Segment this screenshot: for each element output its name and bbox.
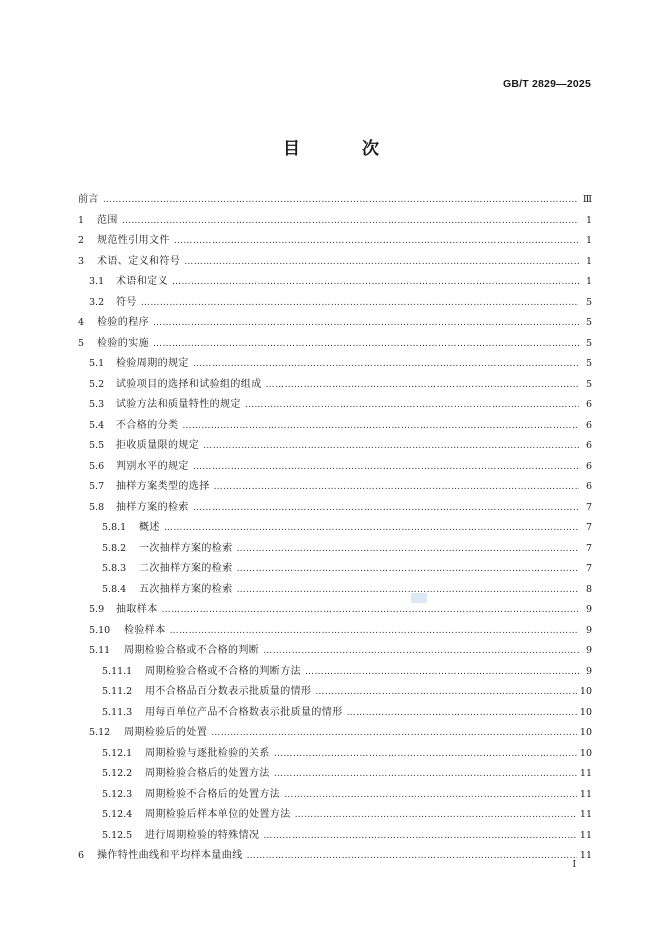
toc-number: 5.12 [89,727,111,738]
toc-number: 2 [78,235,85,246]
toc-page: 7 [585,563,592,574]
toc-number: 3.1 [89,276,105,287]
toc-page: 5 [585,337,592,349]
toc-leader [214,477,579,498]
toc-page: 10 [579,686,592,697]
toc-page: 5 [585,358,592,369]
toc-leader [284,785,577,806]
toc-label: 周期检验与逐批检验的关系 [145,747,270,759]
toc-label: 周期检验后的处置 [124,727,208,738]
toc-entry-5-6[interactable] [78,457,592,478]
toc-entry-5-12-5[interactable] [78,826,592,847]
standard-code: GB/T 2829—2025 [502,78,591,90]
toc-number: 5.12.2 [102,768,133,779]
toc-page: 11 [579,850,592,861]
toc-entry-5-12-2[interactable] [78,764,592,785]
watermark-mark [411,593,427,603]
toc-number: 5.8.2 [102,542,127,554]
toc-entry-5-11[interactable] [78,641,592,662]
toc-page: 1 [585,276,592,287]
toc-leader [211,723,577,744]
toc-entry-5-10[interactable] [78,621,592,642]
toc-entry-6[interactable] [78,846,592,867]
toc-page: 7 [585,542,592,554]
toc-label: 一次抽样方案的检索 [139,542,233,554]
toc-label: 试验方法和质量特性的规定 [116,399,241,410]
toc-label: 周期检验不合格后的处置方法 [145,788,281,800]
toc-leader [193,354,579,375]
toc-entry-5-9[interactable] [78,600,592,621]
toc-entry-5-11-3[interactable] [78,703,592,724]
toc-leader [247,846,577,867]
toc-label: 抽样方案类型的选择 [116,481,210,492]
toc-label: 判别水平的规定 [116,460,189,472]
toc-leader [295,805,577,826]
toc-leader [193,457,579,478]
toc-leader [103,190,579,211]
toc-entry-foreword[interactable] [78,190,592,211]
toc-entry-5-2[interactable] [78,375,592,396]
toc-number: 5.3 [89,399,105,410]
toc-entry-5-4[interactable] [78,416,592,437]
toc-leader [174,231,579,252]
toc-label: 进行周期检验的特殊情况 [145,829,260,841]
toc-label: 抽样方案的检索 [116,501,189,513]
toc-number: 5.2 [89,378,105,390]
toc-leader [184,252,579,273]
toc-leader [315,682,577,703]
toc-label: 抽取样本 [116,604,158,615]
toc-label: 术语和定义 [116,276,168,287]
toc-number: 4 [78,317,85,328]
toc-entry-5-8[interactable] [78,498,592,519]
toc-number: 5.11.2 [102,686,133,697]
toc-number: 5.8.1 [102,522,127,533]
toc-label: 二次抽样方案的检索 [139,563,233,574]
toc-entry-5-11-1[interactable] [78,662,592,683]
toc-number: 5.4 [89,419,105,431]
toc-leader [141,293,579,314]
toc-leader [263,641,579,662]
toc-label: 规范性引用文件 [97,235,170,246]
toc-label: 用每百单位产品不合格数表示批质量的情形 [145,706,343,718]
toc-leader [347,703,577,724]
toc-page: 6 [585,481,592,492]
toc-entry-5[interactable] [78,334,592,355]
toc-leader [122,211,579,232]
toc-leader [170,621,579,642]
toc-page: 10 [579,727,592,738]
toc-leader [162,600,579,621]
toc-number: 5.11.3 [102,706,133,718]
toc-leader [237,559,579,580]
toc-page: 7 [585,501,592,513]
toc-page: 1 [585,235,592,246]
toc-label: 周期检验合格或不合格的判断方法 [145,665,301,677]
toc-number: 5.8.3 [102,563,127,574]
toc-page: 6 [585,460,592,472]
toc-label: 概述 [139,522,160,533]
toc-number: 1 [78,214,85,226]
toc-entry-3[interactable] [78,252,592,273]
toc-number: 5.9 [89,604,105,615]
toc-number: 5.5 [89,440,105,451]
toc-number: 5.1 [89,358,105,369]
toc-label: 周期检验合格或不合格的判断 [124,645,260,656]
toc-entry-5-8-4[interactable] [78,580,592,601]
toc-leader [164,518,579,539]
toc-leader [182,416,579,437]
toc-label: 检验的实施 [97,337,149,349]
toc-number: 5.12.4 [102,809,133,820]
toc-page: 10 [579,706,592,718]
toc-entry-2[interactable] [78,231,592,252]
toc-entry-5-12-3[interactable] [78,785,592,806]
toc-leader [153,313,579,334]
toc-entry-5-7[interactable] [78,477,592,498]
toc-label: 符号 [116,296,137,308]
toc-label: 用不合格品百分数表示批质量的情形 [145,686,312,697]
toc-page: 6 [585,419,592,431]
toc-number: 3.2 [89,296,105,308]
toc-page: 9 [585,604,592,615]
toc-leader [203,436,579,457]
toc-leader [274,764,577,785]
toc-page: 11 [579,809,592,820]
toc-page: Ⅲ [582,194,592,205]
toc-number: 3 [78,255,85,267]
toc-leader [172,272,579,293]
toc-label: 范围 [97,214,118,226]
page-title: 目 次 [283,139,407,159]
toc-number: 6 [78,850,85,861]
toc-number: 5.12.1 [102,747,133,759]
toc-label: 试验项目的选择和试验组的组成 [116,378,262,390]
toc-label: 检验周期的规定 [116,358,189,369]
toc-page: 6 [585,440,592,451]
toc-page: 1 [585,214,592,226]
toc-page: 6 [585,399,592,410]
toc-entry-3-1[interactable] [78,272,592,293]
toc-leader [193,498,579,519]
toc-leader [305,662,579,683]
page-number: I [572,860,576,870]
toc-entry-5-11-2[interactable] [78,682,592,703]
toc-page: 10 [579,747,592,759]
toc-label: 不合格的分类 [116,419,179,431]
toc-number: 5.10 [89,624,111,636]
toc-page: 8 [585,583,592,595]
toc-leader [274,744,577,765]
toc-leader [245,395,579,416]
toc-page: 11 [579,768,592,779]
toc-number: 5.12.5 [102,829,133,841]
toc-number: 5.11 [89,645,111,656]
toc-entry-5-3[interactable] [78,395,592,416]
toc-number: 5.11.1 [102,665,133,677]
toc-leader [237,580,579,601]
table-of-contents [78,190,592,867]
toc-leader [263,826,577,847]
toc-page: 5 [585,296,592,308]
toc-page: 9 [585,645,592,656]
toc-label: 术语、定义和符号 [97,255,181,267]
toc-number: 5 [78,337,85,349]
toc-entry-5-5[interactable] [78,436,592,457]
toc-page: 9 [585,665,592,677]
toc-label: 周期检验合格后的处置方法 [145,768,270,779]
toc-number: 5.7 [89,481,105,492]
toc-entry-5-8-3[interactable] [78,559,592,580]
toc-page: 1 [585,255,592,267]
toc-label: 拒收质量限的规定 [116,440,200,451]
toc-entry-4[interactable] [78,313,592,334]
toc-label: 五次抽样方案的检索 [139,583,233,595]
toc-number: 5.12.3 [102,788,133,800]
toc-entry-3-2[interactable] [78,293,592,314]
toc-label: 检验样本 [124,624,166,636]
toc-label: 检验的程序 [97,317,149,328]
toc-page: 11 [579,788,592,800]
toc-page: 5 [585,317,592,328]
toc-entry-5-12-1[interactable] [78,744,592,765]
toc-page: 7 [585,522,592,533]
toc-leader [266,375,579,396]
toc-entry-5-12-4[interactable] [78,805,592,826]
toc-entry-5-12[interactable] [78,723,592,744]
toc-entry-5-8-1[interactable] [78,518,592,539]
toc-label: 周期检验后样本单位的处置方法 [145,809,291,820]
toc-page: 5 [585,378,592,390]
toc-number: 5.8.4 [102,583,127,595]
toc-number: 5.6 [89,460,105,472]
toc-leader [237,539,579,560]
toc-leader [153,334,579,355]
toc-number: 5.8 [89,501,105,513]
toc-entry-1[interactable] [78,211,592,232]
toc-entry-5-1[interactable] [78,354,592,375]
toc-label: 操作特性曲线和平均样本量曲线 [97,850,243,861]
toc-page: 11 [579,829,592,841]
toc-label: 前言 [78,194,99,205]
toc-entry-5-8-2[interactable] [78,539,592,560]
toc-page: 9 [585,624,592,636]
